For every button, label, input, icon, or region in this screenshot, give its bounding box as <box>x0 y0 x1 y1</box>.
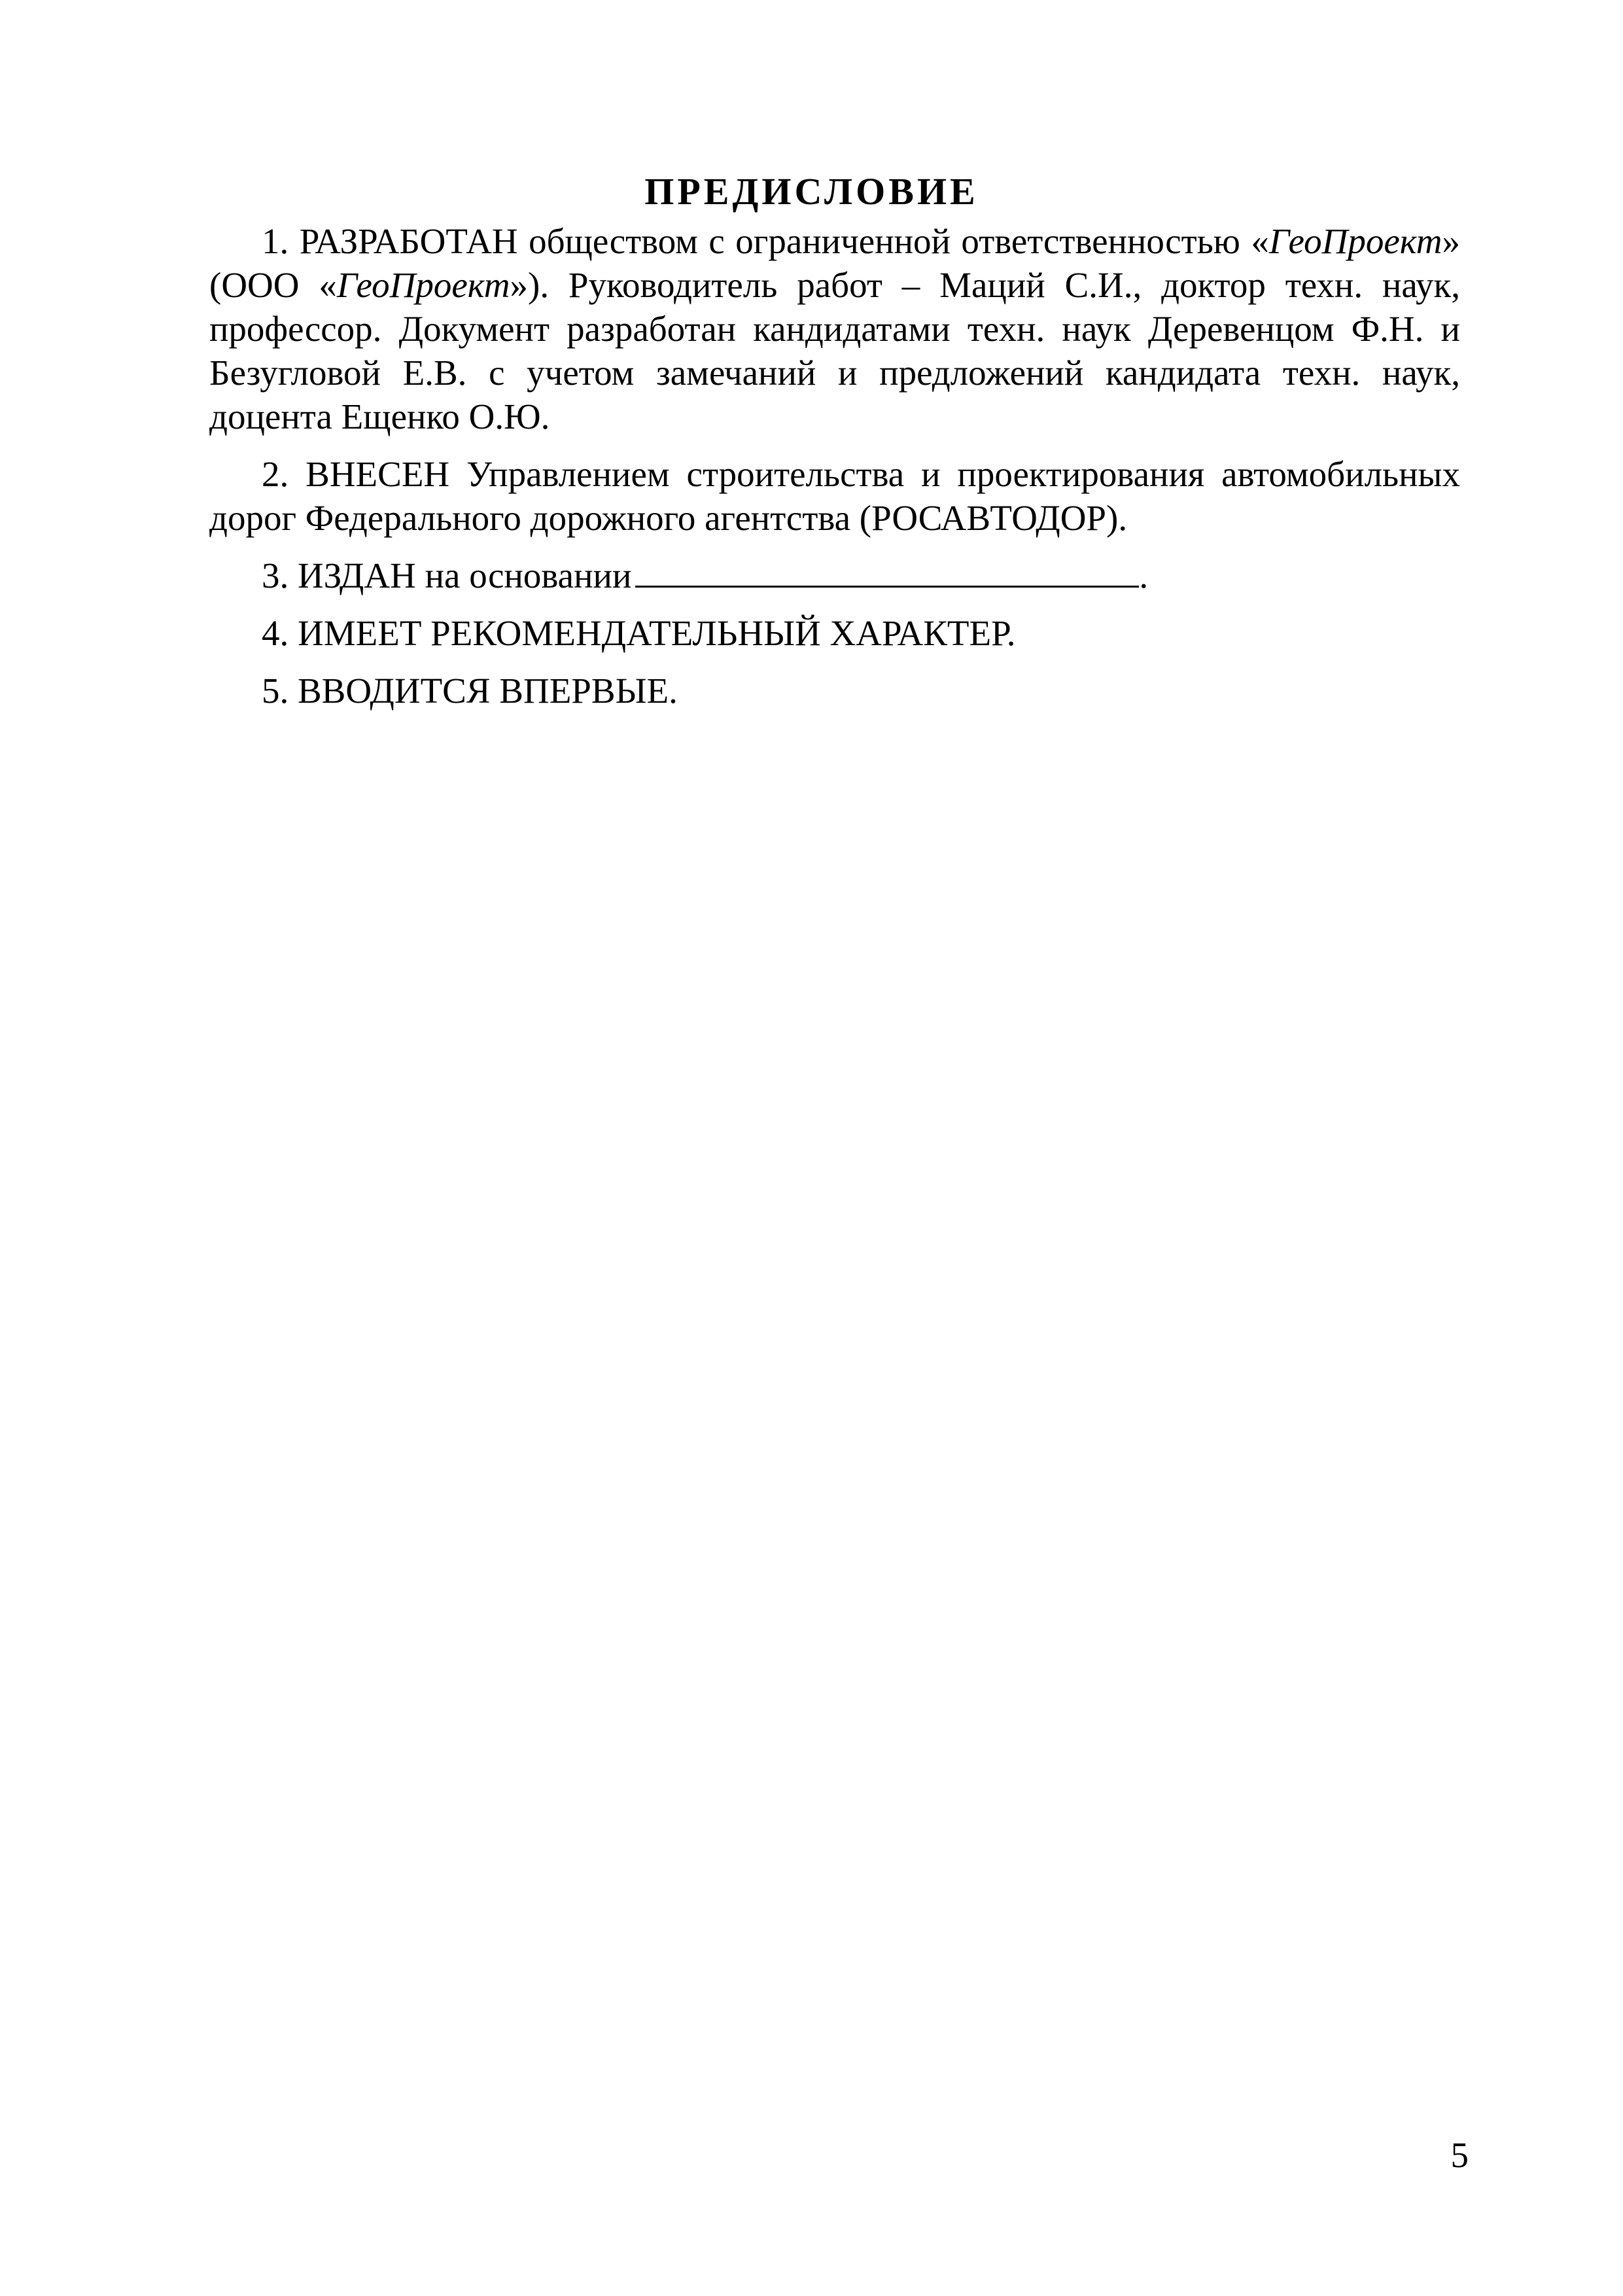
foreword-body <box>209 219 1460 726</box>
page-number: 5 <box>1450 2135 1469 2175</box>
page-title: ПРЕДИСЛОВИЕ <box>644 170 979 213</box>
paragraph-issued-on-basis <box>209 554 1460 597</box>
paragraph-recommendatory: 4. ИМЕЕТ РЕКОМЕНДАТЕЛЬНЫЙ ХАРАКТЕР. <box>262 613 1016 653</box>
developed-by-suffix: »). Руководитель работ – Маций С.И., доктор техн. наук, профессор. Документ разработан кандидатами техн. наук Деревенцом Ф.Н. и Безугловой Е.В. с учетом замечаний и предложений кандидата техн. наук, доцента Ещенко О.Ю. <box>209 265 1460 436</box>
developed-by-middle: » (ООО « <box>209 221 1460 305</box>
paragraph-developed-by <box>209 219 1460 438</box>
org-name-italic: ГеоПроект <box>1268 221 1442 261</box>
org-abbrev-italic: ГеоПроект <box>336 265 510 305</box>
blank-fill-line <box>635 554 1139 588</box>
issued-prefix: 3. ИЗДАН на основании <box>262 556 632 595</box>
paragraph-introduced-by: 2. ВНЕСЕН Управлением строительства и проектирования автомобильных дорог Федерального дорожного агентства (РОСАВТОДОР). <box>209 454 1460 538</box>
paragraph-first-introduced: 5. ВВОДИТСЯ ВПЕРВЫЕ. <box>262 671 678 711</box>
developed-by-prefix: 1. РАЗРАБОТАН обществом с ограниченной ответственностью « <box>262 221 1269 261</box>
issued-suffix: . <box>1139 556 1149 595</box>
